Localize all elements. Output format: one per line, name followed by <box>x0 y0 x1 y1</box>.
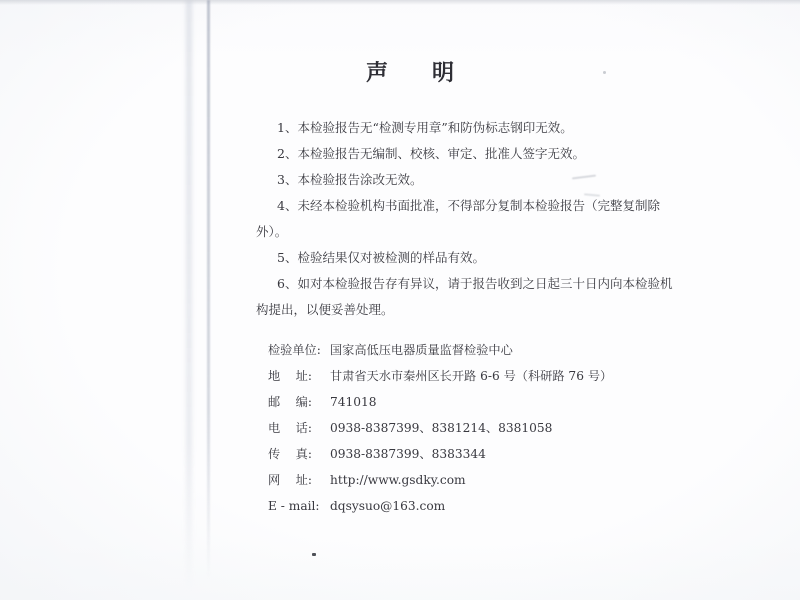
contact-label: 传 真: <box>268 447 312 461</box>
statement-item-6-line-1: 6、如对本检验报告存有异议，请于报告收到之日起三十日内向本检验机 <box>277 276 673 291</box>
contact-row-website <box>268 467 708 493</box>
address-value: 甘肃省天水市秦州区长开路 6-6 号（科研路 76 号） <box>330 369 613 383</box>
statement-item-3: 3、本检验报告涂改无效。 <box>277 172 423 187</box>
statement-item-1: 1、本检验报告无“检测专用章”和防伪标志钢印无效。 <box>277 120 573 135</box>
fax-value: 0938-8387399、8383344 <box>330 447 486 461</box>
page-crease-edge <box>207 0 210 580</box>
email-value: dqsysuo@163.com <box>330 499 446 513</box>
contact-row-email <box>268 493 708 519</box>
scan-speck <box>603 71 606 74</box>
postcode-value: 741018 <box>330 395 377 409</box>
statement-item-4: 4、未经本检验机构书面批准，不得部分复制本检验报告（完整复制除外）。 <box>256 198 660 239</box>
contact-row-fax <box>268 441 708 467</box>
contact-info <box>268 337 708 519</box>
statement-item-2: 2、本检验报告无编制、校核、审定、批准人签字无效。 <box>277 146 585 161</box>
phone-value: 0938-8387399、8381214、8381058 <box>330 421 553 435</box>
website-value: http://www.gsdky.com <box>330 473 466 487</box>
contact-row-unit <box>268 337 708 363</box>
statement-item-6 <box>256 271 690 323</box>
contact-row-address <box>268 363 708 389</box>
contact-label: 网 址: <box>268 473 312 487</box>
page-title: 声明 <box>366 60 499 86</box>
statement-item-5: 5、检验结果仅对被检测的样品有效。 <box>277 250 485 265</box>
contact-label: E - mail: <box>268 499 320 513</box>
contact-row-postcode <box>268 389 708 415</box>
contact-label: 检验单位: <box>268 343 321 357</box>
scan-top-edge-shadow <box>0 0 800 5</box>
inspection-unit-value: 国家高低压电器质量监督检验中心 <box>330 343 513 357</box>
contact-label: 地 址: <box>268 369 312 383</box>
scan-speck <box>312 553 316 556</box>
contact-row-phone <box>268 415 708 441</box>
statement-item-6-line-2: 构提出，以便妥善处理。 <box>256 302 394 317</box>
contact-label: 邮 编: <box>268 395 312 409</box>
page-crease-soft <box>186 0 192 592</box>
contact-label: 电 话: <box>268 421 312 435</box>
statement-list <box>256 115 690 323</box>
